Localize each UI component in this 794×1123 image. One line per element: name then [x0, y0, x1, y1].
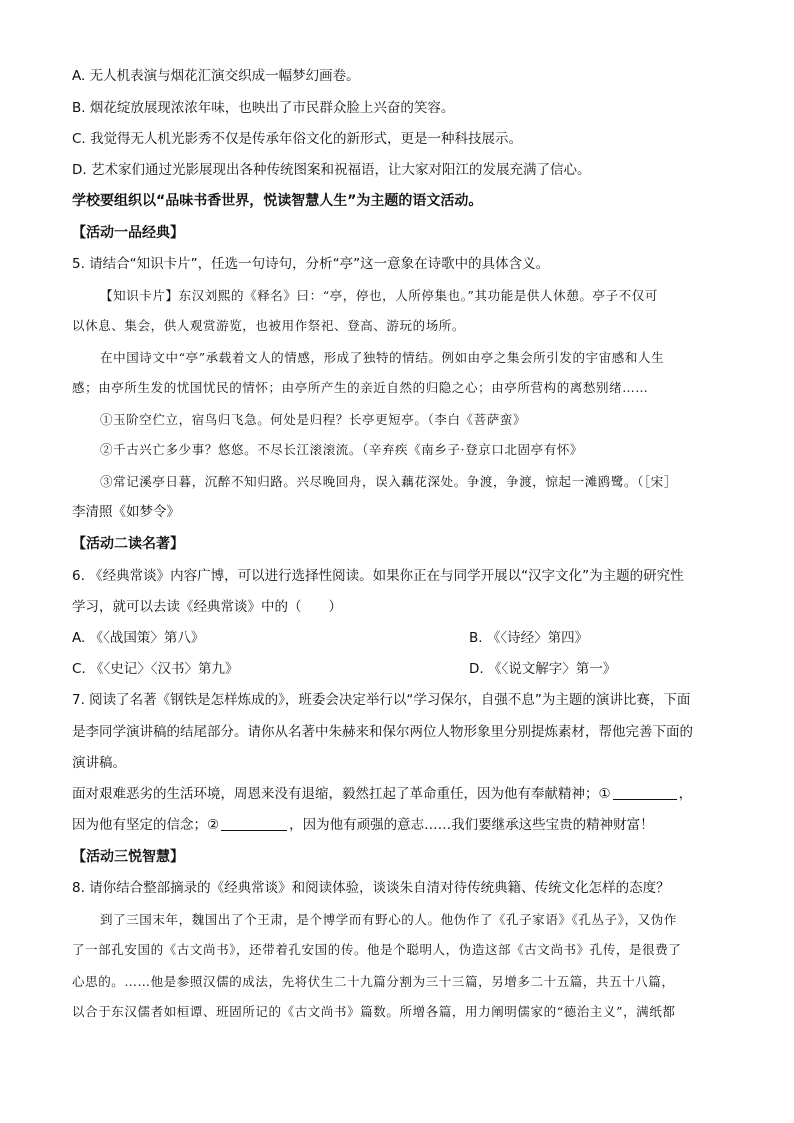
knowledge-card-line-3: 在中国诗文中“亭”承载着文人的情感，形成了独特的情结。例如由亭之集会所引发的宇宙感和人生 — [100, 350, 665, 365]
q6-option-a: A. 《〈战国策〉第八》 — [72, 630, 205, 646]
q6-options-row-1 — [72, 628, 732, 648]
q4-option-b: B. 烟花绽放展现浓浓年味，也映出了市民群众脸上兴奋的笑容。 — [72, 100, 455, 116]
poem-2: ②千古兴亡多少事？悠悠。不尽长江滚滚流。（辛弃疾《南乡子·登京口北固亭有怀》 — [100, 442, 584, 457]
activity-intro: 学校要组织以“品味书香世界，悦读智慧人生”为主题的语文活动。 — [72, 193, 483, 209]
q4-option-a: A. 无人机表演与烟花汇演交织成一幅梦幻画卷。 — [72, 68, 360, 84]
knowledge-card-line-1: 【知识卡片】东汉刘熙的《释名》曰：“亭，停也，人所停集也。”其功能是供人休憩。亭子不仅可 — [100, 288, 658, 303]
activity3-title: 【活动三悦智慧】 — [72, 849, 184, 865]
poem-1: ①玉阶空伫立，宿鸟归飞急。何处是归程？长亭更短亭。（李白《菩萨蛮》 — [100, 412, 527, 427]
speech-line-2-rest: ，因为他有顽强的意志……我们要继承这些宝贵的精神财富！ — [289, 817, 654, 833]
question-7-line-1: 7. 阅读了名著《钢铁是怎样炼成的》，班委会决定举行以“学习保尔，自强不息”为主题的演讲比赛，下面 — [72, 692, 691, 708]
q6-option-d: D. 《〈说文解字〉第一》 — [469, 661, 617, 677]
activity2-title: 【活动二读名著】 — [72, 536, 184, 552]
question-8: 8. 请你结合整部摘录的《经典常谈》和阅读体验，谈谈朱自清对待传统典籍、传统文化怎样的态度？ — [72, 880, 670, 896]
question-5: 5. 请结合“知识卡片”，任选一句诗句，分析“亭”这一意象在诗歌中的具体含义。 — [72, 256, 550, 272]
answer-blank-2[interactable] — [221, 816, 287, 831]
question-6-line-2: 学习，就可以去读《经典常谈》中的（ ） — [72, 599, 342, 615]
speech-line-1 — [72, 784, 732, 804]
knowledge-card-line-2: 以休息、集会，供人观赏游览，也被用作祭祀、登高、游玩的场所。 — [72, 318, 466, 333]
q6-option-b: B. 《〈诗经〉第四》 — [469, 630, 589, 646]
passage-line-2: 了一部孔安国的《古文尚书》，还带着孔安国的传。他是个聪明人，伪造这部《古文尚书》孔传，是很费了 — [72, 942, 682, 957]
question-7-line-2: 是李同学演讲稿的结尾部分。请你从名著中朱赫来和保尔两位人物形象里分别提炼素材，帮他完善下面的 — [72, 724, 693, 740]
question-7-line-3: 演讲稿。 — [72, 755, 126, 771]
question-6-line-1: 6. 《经典常谈》内容广博，可以进行选择性阅读。如果你正在与同学开展以“汉字文化”为主题的研究性 — [72, 568, 684, 584]
q4-option-d: D. 艺术家们通过光影展现出各种传统图案和祝福语，让大家对阳江的发展充满了信心。 — [72, 162, 591, 178]
q6-options-row-2 — [72, 659, 732, 679]
passage-line-1: 到了三国末年，魏国出了个王肃，是个博学而有野心的人。他伪作了《孔子家语》《孔丛子》，又伪作 — [100, 912, 678, 927]
knowledge-card-line-4: 感；由亭所生发的忧国忧民的情怀；由亭所产生的亲近自然的归隐之心；由亭所营构的离愁别绪…… — [72, 380, 649, 395]
passage-line-4: 以合于东汉儒者如桓谭、班固所记的《古文尚书》篇数。所增各篇，用力阐明儒家的“德治主义”，满纸都 — [72, 1004, 676, 1019]
q6-option-c: C. 《〈史记〉〈汉书〉第九》 — [72, 661, 239, 677]
answer-blank-1[interactable] — [613, 785, 677, 800]
poem-3-line-1: ③常记溪亭日暮，沉醉不知归路。兴尽晚回舟，误入藕花深处。争渡，争渡，惊起一滩鸥鹭。（［宋］ — [100, 474, 678, 489]
passage-line-3: 心思的。……他是参照汉儒的成法，先将伏生二十九篇分割为三十三篇，另增多二十五篇，共五十八篇， — [72, 974, 675, 989]
speech-line-2-text: 因为他有坚定的信念；② — [72, 817, 220, 833]
speech-line-2 — [72, 815, 732, 835]
poem-3-line-2: 李清照《如梦令》 — [72, 504, 180, 520]
activity1-title: 【活动一品经典】 — [72, 225, 184, 241]
speech-line-1-comma: ， — [678, 786, 693, 802]
q4-option-c: C. 我觉得无人机光影秀不仅是传承年俗文化的新形式，更是一种科技展示。 — [72, 131, 523, 147]
speech-line-1-text: 面对艰难恶劣的生活环境，周恩来没有退缩，毅然扛起了革命重任，因为他有奉献精神；① — [72, 786, 611, 802]
